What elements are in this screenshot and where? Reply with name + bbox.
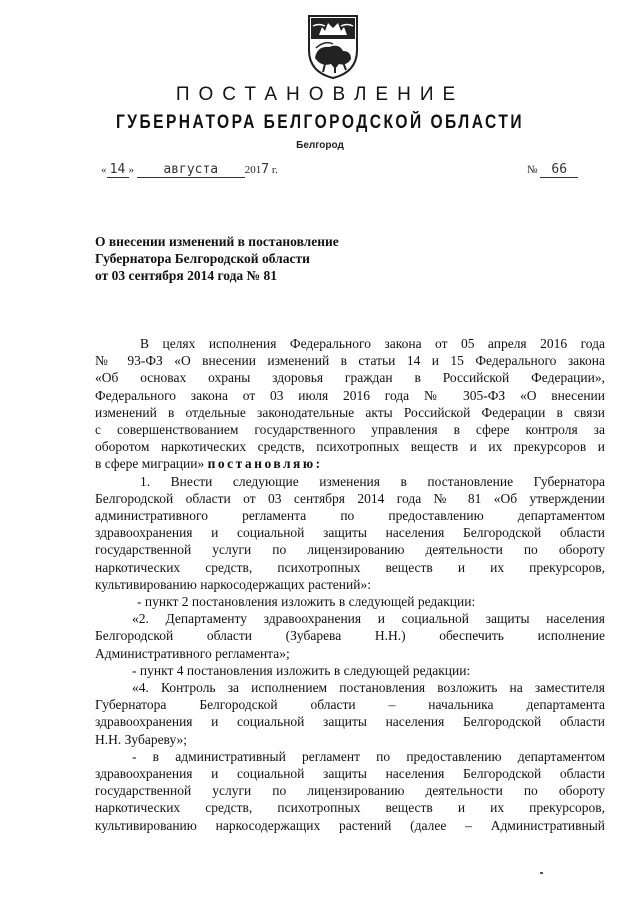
subject-line: Губернатора Белгородской области xyxy=(95,251,310,266)
preamble-ending: в сфере миграции» xyxy=(95,456,205,472)
body-line: с совершенствованием государственного управления в сфере контроля за xyxy=(95,422,605,438)
body-line: изменений в отдельные законодательные акты Российской Федерации в связи xyxy=(95,404,605,420)
document-number xyxy=(527,162,578,178)
date-year-prefix: 201 xyxy=(244,164,262,176)
document-date xyxy=(101,162,278,178)
belgorod-coat-of-arms-emblem xyxy=(295,14,371,80)
number-label: № xyxy=(527,164,538,176)
date-open-quote: « xyxy=(101,164,107,176)
date-month: августа xyxy=(137,162,245,178)
number-value: 66 xyxy=(540,162,578,178)
body-line: В целях исполнения Федерального закона от 05 апреля 2016 года xyxy=(140,336,605,351)
body-line: здравоохранения и социальной защиты населения Белгородской области xyxy=(95,714,605,730)
body-line: наркотических средств, психотропных веществ и их прекурсоров, xyxy=(95,800,605,816)
body-line: культивированию наркосодержащих растений»: xyxy=(95,576,371,592)
body-line: «2. Департаменту здравоохранения и социальной защиты населения xyxy=(132,611,605,627)
body-line: - в административный регламент по предоставлению департаментом xyxy=(132,748,605,764)
body-line: культивированию наркосодержащих растений (далее – Административный xyxy=(95,817,605,833)
body-line: № 93-ФЗ «О внесении изменений в статьи 14 и 15 Федерального закона xyxy=(95,353,605,369)
body-line: Белгородской области (Зубарева Н.Н.) обеспечить исполнение xyxy=(95,628,605,644)
date-close-quote: » xyxy=(128,164,134,176)
body-line: Н.Н. Зубареву»; xyxy=(95,731,188,747)
body-line: государственной услуги по лицензированию деятельности по обороту xyxy=(95,542,605,558)
body-line: - пункт 4 постановления изложить в следующей редакции: xyxy=(132,662,471,678)
body-line: оборотом наркотических средств, психотропных веществ и их прекурсоров и xyxy=(95,439,605,455)
body-line: Административного регламента»; xyxy=(95,645,290,661)
city-name: Белгород xyxy=(296,140,344,151)
body-line: административного регламента по предоставлению департаментом xyxy=(95,508,605,524)
body-line: Белгородской области от 03 сентября 2014 года № 81 «Об утверждении xyxy=(95,490,605,506)
date-day: 14 xyxy=(107,162,129,178)
body-line: наркотических средств, психотропных веществ и их прекурсоров, xyxy=(95,559,605,575)
body-line: Губернатора Белгородской области – начальника департамента xyxy=(95,697,605,713)
body-line: государственной услуги по лицензированию деятельности по обороту xyxy=(95,783,605,799)
body-line: «Об основах охраны здоровья граждан в Российской Федерации», xyxy=(95,370,605,386)
subject-line: О внесении изменений в постановление xyxy=(95,234,339,249)
date-year-digit: 7 xyxy=(261,162,270,177)
issuing-authority: ГУБЕРНАТОРА БЕЛГОРОДСКОЙ ОБЛАСТИ xyxy=(115,112,524,133)
body-line: здравоохранения и социальной защиты населения Белгородской области xyxy=(95,525,605,541)
body-line: 1. Внести следующие изменения в постановление Губернатора xyxy=(140,473,605,489)
document-subject xyxy=(95,233,339,284)
resolve-word: постановляю: xyxy=(207,456,323,472)
document-body xyxy=(95,335,605,834)
document-type-title: ПОСТАНОВЛЕНИЕ xyxy=(175,84,465,105)
date-year-suffix: г. xyxy=(271,164,278,176)
body-line: «4. Контроль за исполнением постановления возложить на заместителя xyxy=(132,680,605,696)
body-line: Федерального закона от 03 июля 2016 года № 305-ФЗ «О внесении xyxy=(95,387,605,403)
scan-speck xyxy=(540,872,543,874)
body-line: - пункт 2 постановления изложить в следующей редакции: xyxy=(137,594,476,610)
body-line: здравоохранения и социальной защиты населения Белгородской области xyxy=(95,766,605,782)
body-line xyxy=(95,455,605,472)
subject-line: от 03 сентября 2014 года № 81 xyxy=(95,268,277,283)
